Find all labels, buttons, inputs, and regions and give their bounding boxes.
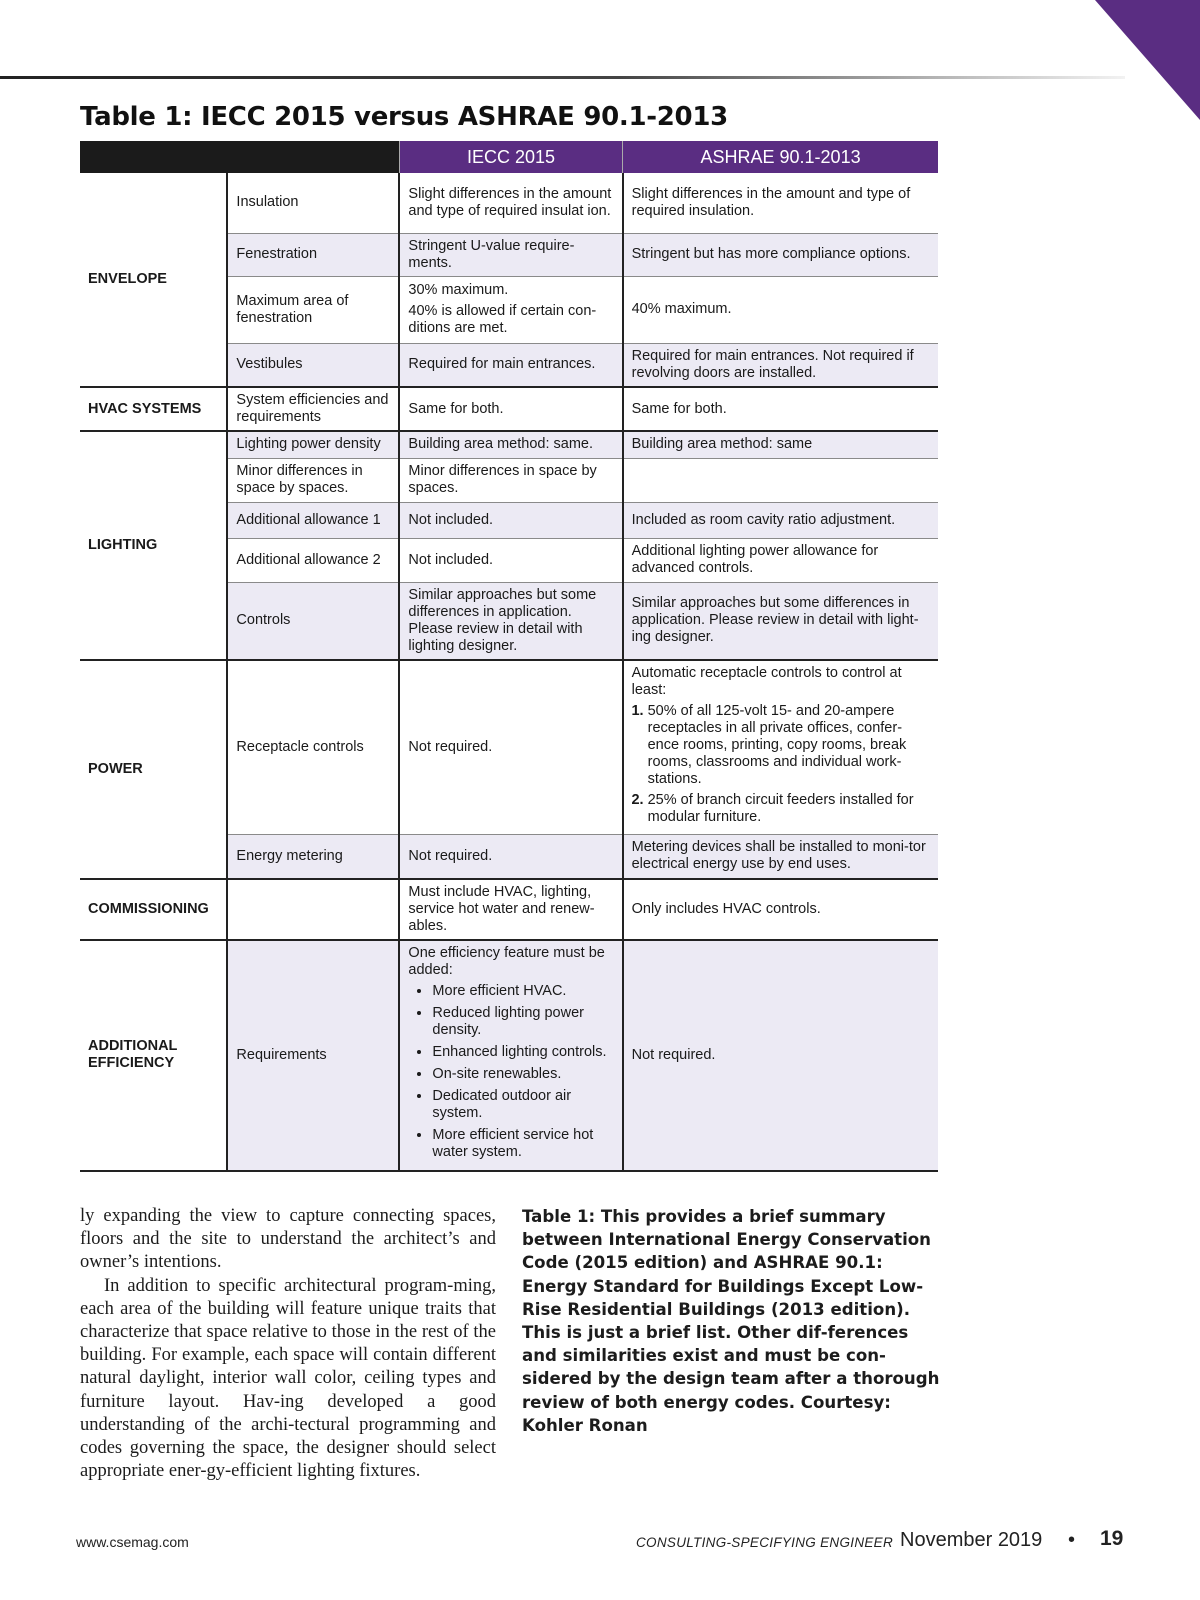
body-paragraph: ly expanding the view to capture connecting spaces, floors and the site to understand the architect’s and owner’s intentions. <box>80 1206 496 1273</box>
ashrae-cell: Required for main entrances. Not required if revolving doors are installed. <box>623 343 938 387</box>
row-label: Minor differences in space by spaces. <box>227 458 399 502</box>
iecc-cell <box>399 276 622 343</box>
top-rule <box>0 76 1125 79</box>
ashrae-cell: Slight differences in the amount and type of required insulation. <box>623 173 938 233</box>
comparison-table <box>80 141 938 1172</box>
ashrae-cell: Similar approaches but some differences in application. Please review in detail with light-ing designer. <box>623 582 938 660</box>
iecc-cell: Same for both. <box>399 387 622 431</box>
list-item: • Enhanced lighting controls. <box>432 1044 613 1061</box>
iecc-cell: Required for main entrances. <box>399 343 622 387</box>
row-label: Maximum area of fenestration <box>227 276 399 343</box>
category-hvac: HVAC SYSTEMS <box>80 387 227 431</box>
ashrae-cell: Not required. <box>623 940 938 1171</box>
iecc-cell: Not included. <box>399 538 622 582</box>
row-label: Insulation <box>227 173 399 233</box>
iecc-cell <box>399 940 622 1171</box>
table-row <box>80 387 938 431</box>
iecc-cell: Not required. <box>399 835 622 879</box>
iecc-cell: Similar approaches but some differences in application. Please review in detail with lighting designer. <box>399 582 622 660</box>
category-lighting: LIGHTING <box>80 431 227 660</box>
iecc-cell: Must include HVAC, lighting, service hot water and renew-ables. <box>399 879 622 940</box>
iecc-cell: Slight differences in the amount and type of required insulat ion. <box>399 173 622 233</box>
row-label: Controls <box>227 582 399 660</box>
table-title: Table 1: IECC 2015 versus ASHRAE 90.1-2013 <box>80 102 728 132</box>
ashrae-cell: Metering devices shall be installed to moni-tor electrical energy use by end uses. <box>623 835 938 879</box>
iecc-cell: Minor differences in space by spaces. <box>399 458 622 502</box>
list-item: 1. 50% of all 125-volt 15- and 20-ampere receptacles in all private offices, confer-ence rooms, printing, copy rooms, break rooms, classrooms and individual work-stations. <box>648 703 930 788</box>
row-label: Lighting power density <box>227 431 399 458</box>
row-label: Requirements <box>227 940 399 1171</box>
ashrae-cell: Stringent but has more compliance options. <box>623 233 938 276</box>
body-text <box>80 1205 496 1483</box>
category-power: POWER <box>80 660 227 879</box>
footer-publication: CONSULTING-SPECIFYING ENGINEER <box>636 1535 894 1550</box>
header-iecc: IECC 2015 <box>399 141 622 173</box>
ashrae-cell: Building area method: same <box>623 431 938 458</box>
page-number: 19 <box>1100 1527 1124 1550</box>
footer-url[interactable]: www.csemag.com <box>76 1534 189 1550</box>
table-row <box>80 173 938 233</box>
table-caption: Table 1: This provides a brief summary between International Energy Conservation Code (2015 edition) and ASHRAE 90.1: Energy Standard for Buildings Except Low-Rise Residential Buildings (2013 edition). This is just a brief list. Other dif-ferences and similarities exist and must be con-sidered by the design team after a thorough review of both energy codes. Courtesy: Kohler Ronan <box>522 1207 940 1435</box>
list-item: • Reduced lighting power density. <box>432 1005 613 1039</box>
iecc-cell: Not included. <box>399 502 622 538</box>
row-label: Vestibules <box>227 343 399 387</box>
ashrae-cell <box>623 458 938 502</box>
list-item: • Dedicated outdoor air system. <box>432 1088 613 1122</box>
row-label: Additional allowance 1 <box>227 502 399 538</box>
footer-date: November 2019 <box>900 1529 1043 1551</box>
row-label <box>227 879 399 940</box>
list-item: 2. 25% of branch circuit feeders installed for modular furniture. <box>648 792 930 826</box>
iecc-line: 40% is allowed if certain con-ditions are met. <box>408 303 597 336</box>
header-blank <box>80 141 399 173</box>
ashrae-cell: Only includes HVAC controls. <box>623 879 938 940</box>
row-label: Energy metering <box>227 835 399 879</box>
corner-accent <box>1095 0 1200 120</box>
ashrae-cell: Additional lighting power allowance for advanced controls. <box>623 538 938 582</box>
category-envelope: ENVELOPE <box>80 173 227 387</box>
row-label: Additional allowance 2 <box>227 538 399 582</box>
row-label: System efficiencies and requirements <box>227 387 399 431</box>
list-item: • More efficient HVAC. <box>432 983 613 1000</box>
category-additional-efficiency: ADDITIONAL EFFICIENCY <box>80 940 227 1171</box>
ashrae-cell: Same for both. <box>623 387 938 431</box>
iecc-cell: Not required. <box>399 660 622 835</box>
body-paragraph: In addition to specific architectural program-ming, each area of the building will feature unique traits that characterize that space relative to those in the rest of the building. For example, each space will contain different natural daylight, interior wall color, ceiling types and furniture layout. Hav-ing developed a good understanding of the archi-tectural programming and codes governing the space, the designer should select appropriate ener-gy-efficient lighting fixtures. <box>80 1275 496 1482</box>
footer-bullet: • <box>1068 1529 1076 1551</box>
ashrae-cell: Included as room cavity ratio adjustment. <box>623 502 938 538</box>
ashrae-intro: Automatic receptacle controls to control at least: <box>631 665 902 698</box>
iecc-line: 30% maximum. <box>408 282 509 298</box>
table-row <box>80 879 938 940</box>
iecc-intro: One efficiency feature must be added: <box>408 944 605 978</box>
iecc-bullet-list <box>408 983 613 1161</box>
row-label: Fenestration <box>227 233 399 276</box>
table-row <box>80 431 938 458</box>
iecc-cell: Stringent U-value require-ments. <box>399 233 622 276</box>
ashrae-cell: 40% maximum. <box>623 276 938 343</box>
list-item: • More efficient service hot water system. <box>432 1127 613 1161</box>
table-row <box>80 660 938 835</box>
ashrae-numbered-list <box>632 703 930 826</box>
category-commissioning: COMMISSIONING <box>80 879 227 940</box>
row-label: Receptacle controls <box>227 660 399 835</box>
list-item: • On-site renewables. <box>432 1066 613 1083</box>
table-header-row <box>80 141 938 173</box>
iecc-cell: Building area method: same. <box>399 431 622 458</box>
header-ashrae: ASHRAE 90.1-2013 <box>623 141 938 173</box>
table-row <box>80 940 938 1171</box>
ashrae-cell <box>623 660 938 835</box>
